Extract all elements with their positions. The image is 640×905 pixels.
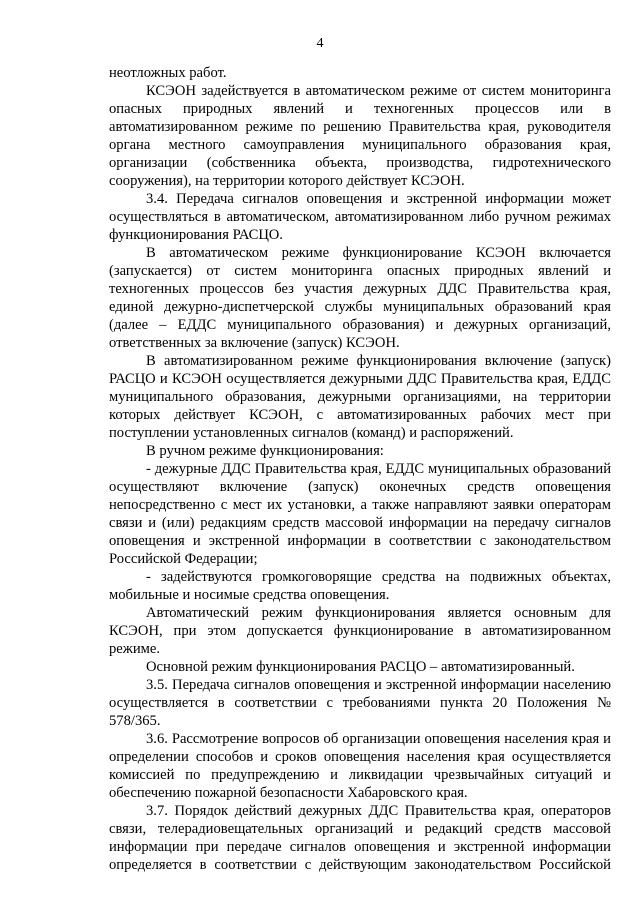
paragraph-12: 3.6. Рассмотрение вопросов об организации оповещения населения края и определении способов и сроков оповещения населения края осуществляется комиссией по предупреждению и ликвидации чрезвычайных ситуаций и обеспечению пожарной безопасности Хабаровского края.	[109, 731, 611, 801]
paragraph-11: 3.5. Передача сигналов оповещения и экстренной информации населению осуществляется в соответствии с требованиями пункта 20 Положения № 578/365.	[109, 677, 611, 729]
paragraph-4: В автоматическом режиме функционирование КСЭОН включается (запускается) от систем мониторинга опасных природных явлений и техногенных процессов без участия дежурных ДДС Правительства края, единой дежурно-диспетчерской службы муниципальных образований края (далее – ЕДДС муниципального образования) и дежурных организаций, ответственных за включение (запуск) КСЭОН.	[109, 245, 611, 351]
paragraph-5: В автоматизированном режиме функционирования включение (запуск) РАСЦО и КСЭОН осуществляется дежурными ДДС Правительства края, ЕДДС муниципального образования, дежурными организациями, на территории которых действует КСЭОН, с автоматизированных рабочих мест при поступлении установленных сигналов (команд) и распоряжений.	[109, 353, 611, 441]
paragraph-9: Автоматический режим функционирования является основным для КСЭОН, при этом допускается функционирование в автоматизированном режиме.	[109, 605, 611, 657]
paragraph-3: 3.4. Передача сигналов оповещения и экстренной информации может осуществляться в автоматическом, автоматизированном либо ручном режимах функционирования РАСЦО.	[109, 191, 611, 243]
paragraph-7: - дежурные ДДС Правительства края, ЕДДС муниципальных образований осуществляют включение (запуск) оконечных средств оповещения непосредственно с мест их установки, а также направляют заявки операторам связи и (или) редакциям средств массовой информации на передачу сигналов оповещения и экстренной информации в соответствии с законодательством Российской Федерации;	[109, 461, 611, 567]
paragraph-10: Основной режим функционирования РАСЦО – автоматизированный.	[146, 659, 575, 675]
paragraph-2: КСЭОН задействуется в автоматическом режиме от систем мониторинга опасных природных явлений и техногенных процессов или в автоматизированном режиме по решению Правительства края, руководителя органа местного самоуправления муниципального образования края, организации (собственника объекта, производства, гидротехнического сооружения), на территории которого действует КСЭОН.	[109, 83, 611, 189]
document-body	[109, 64, 611, 874]
paragraph-6: В ручном режиме функционирования:	[146, 443, 384, 459]
paragraph-1: неотложных работ.	[109, 65, 227, 81]
page-number: 4	[316, 36, 324, 51]
paragraph-8: - задействуются громкоговорящие средства на подвижных объектах, мобильные и носимые средства оповещения.	[109, 569, 611, 603]
paragraph-13: 3.7. Порядок действий дежурных ДДС Правительства края, операторов связи, телерадиовещательных организаций и редакций средств массовой информации при передаче сигналов оповещения и экстренной информации определяется в соответствии с действующим законодательством Российской	[109, 803, 611, 873]
